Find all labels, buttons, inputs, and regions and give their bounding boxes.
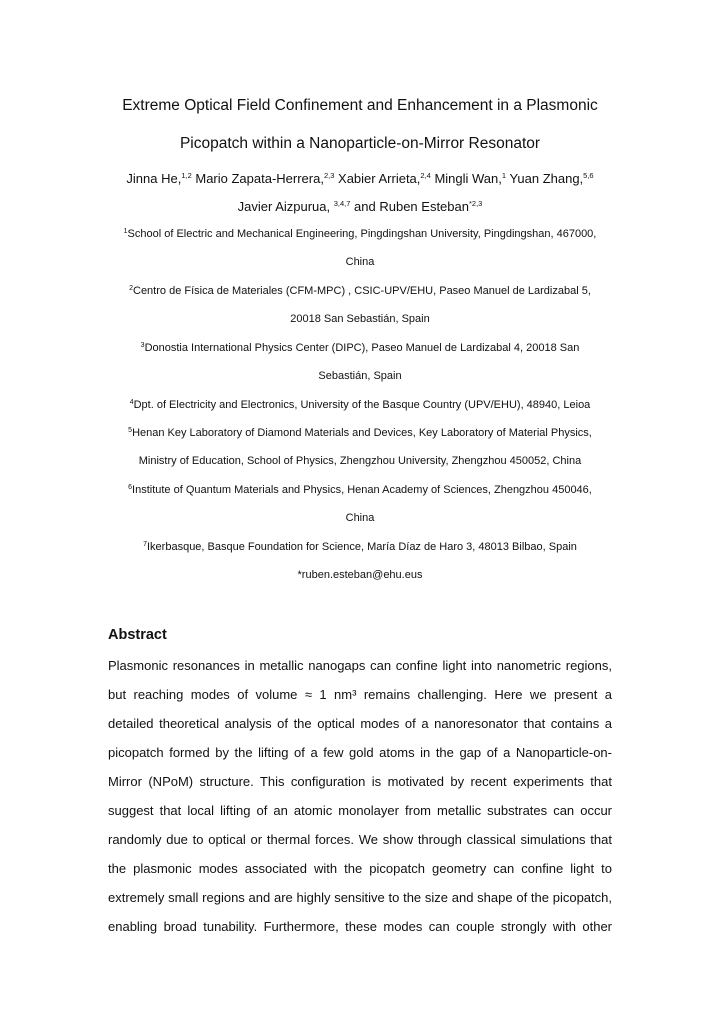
authors-line-1: [60, 170, 660, 188]
affiliation-3-line-1: [60, 340, 660, 356]
affiliation-text: Centro de Física de Materiales (CFM-MPC) , CSIC-UPV/EHU, Paseo Manuel de Lardizabal 5,: [133, 285, 591, 297]
affiliation-text: Institute of Quantum Materials and Physics, Henan Academy of Sciences, Zhengzhou 450046,: [132, 484, 592, 496]
author-affiliation-mark: 1,2: [181, 171, 192, 180]
affiliation-text: Henan Key Laboratory of Diamond Materials and Devices, Key Laboratory of Material Physics,: [132, 427, 592, 439]
abstract-line: Mirror (NPoM) structure. This configuration is motivated by recent experiments that: [108, 774, 612, 789]
affiliation-6-line-1: [60, 482, 660, 498]
abstract-line: picopatch formed by the lifting of a few gold atoms in the gap of a Nanoparticle-on-: [108, 745, 612, 760]
author-name: Xabier Arrieta,: [334, 171, 421, 186]
abstract-line: the plasmonic modes associated with the picopatch geometry can confine light to: [108, 861, 612, 876]
affiliation-4: [60, 397, 660, 413]
abstract-line: but reaching modes of volume ≈ 1 nm³ remains challenging. Here we present a: [108, 687, 612, 702]
author-affiliation-mark: 2,4: [420, 171, 431, 180]
affiliation-7: [60, 539, 660, 555]
author-affiliation-mark: 3,4,7: [333, 199, 351, 208]
corresponding-email: *ruben.esteban@ehu.eus: [297, 569, 423, 581]
affiliation-mark: 7: [143, 541, 147, 548]
affiliation-1-line-1: [60, 226, 660, 242]
abstract-line: enabling broad tunability. Furthermore, these modes can couple strongly with other: [108, 919, 612, 934]
abstract-heading: Abstract: [108, 627, 167, 643]
title-line-2: Picopatch within a Nanoparticle-on-Mirror Resonator: [179, 135, 541, 152]
author-affiliation-mark: 1: [501, 171, 507, 180]
abstract-line: detailed theoretical analysis of the optical modes of a nanoresonator that contains a: [108, 716, 612, 731]
author-name: Mario Zapata-Herrera,: [191, 171, 324, 186]
author-name: Jinna He,: [126, 171, 182, 186]
affiliation-mark: 5: [128, 427, 133, 434]
affiliation-5-line-2: Ministry of Education, School of Physics, Zhengzhou University, Zhengzhou 450052, China: [138, 455, 582, 467]
author-affiliation-mark: 5,6: [583, 171, 594, 180]
abstract-line: suggest that local lifting of an atomic monolayer from metallic substrates can occur: [108, 803, 612, 818]
affiliation-1-line-2: China: [345, 256, 375, 268]
affiliation-text: Donostia International Physics Center (DIPC), Paseo Manuel de Lardizabal 4, 20018 San: [144, 342, 580, 354]
author-name: and Ruben Esteban: [350, 199, 469, 214]
affiliation-mark: 2: [129, 285, 133, 292]
authors-line-2: [60, 198, 660, 216]
affiliation-text: Dpt. of Electricity and Electronics, University of the Basque Country (UPV/EHU), 48940, Leioa: [133, 399, 591, 411]
abstract-line: Plasmonic resonances in metallic nanogaps can confine light into nanometric regions,: [108, 658, 612, 673]
affiliation-5-line-1: [60, 425, 660, 441]
affiliation-2-line-2: 20018 San Sebastián, Spain: [290, 313, 430, 325]
author-affiliation-mark: 2,3: [323, 171, 335, 180]
affiliation-mark: 1: [123, 228, 128, 235]
affiliation-mark: 6: [128, 484, 133, 491]
affiliation-6-line-2: China: [345, 512, 375, 524]
affiliation-mark: 3: [140, 342, 145, 349]
affiliation-text: Ikerbasque, Basque Foundation for Science, María Díaz de Haro 3, 48013 Bilbao, Spain: [147, 541, 577, 553]
author-name: Yuan Zhang,: [506, 171, 584, 186]
title-line-1: Extreme Optical Field Confinement and Enhancement in a Plasmonic: [122, 97, 598, 114]
author-affiliation-mark: *2,3: [468, 199, 483, 208]
affiliation-mark: 4: [129, 399, 134, 406]
abstract-line: randomly due to optical or thermal forces. We show through classical simulations that: [108, 832, 612, 847]
author-name: Javier Aizpurua,: [237, 199, 334, 214]
abstract-line: extremely small regions and are highly sensitive to the size and shape of the picopatch,: [108, 890, 612, 905]
author-name: Mingli Wan,: [430, 171, 502, 186]
affiliation-3-line-2: Sebastián, Spain: [318, 370, 402, 382]
affiliation-2-line-1: [60, 283, 660, 299]
affiliation-text: School of Electric and Mechanical Engineering, Pingdingshan University, Pingdingshan, 467000,: [127, 228, 597, 240]
